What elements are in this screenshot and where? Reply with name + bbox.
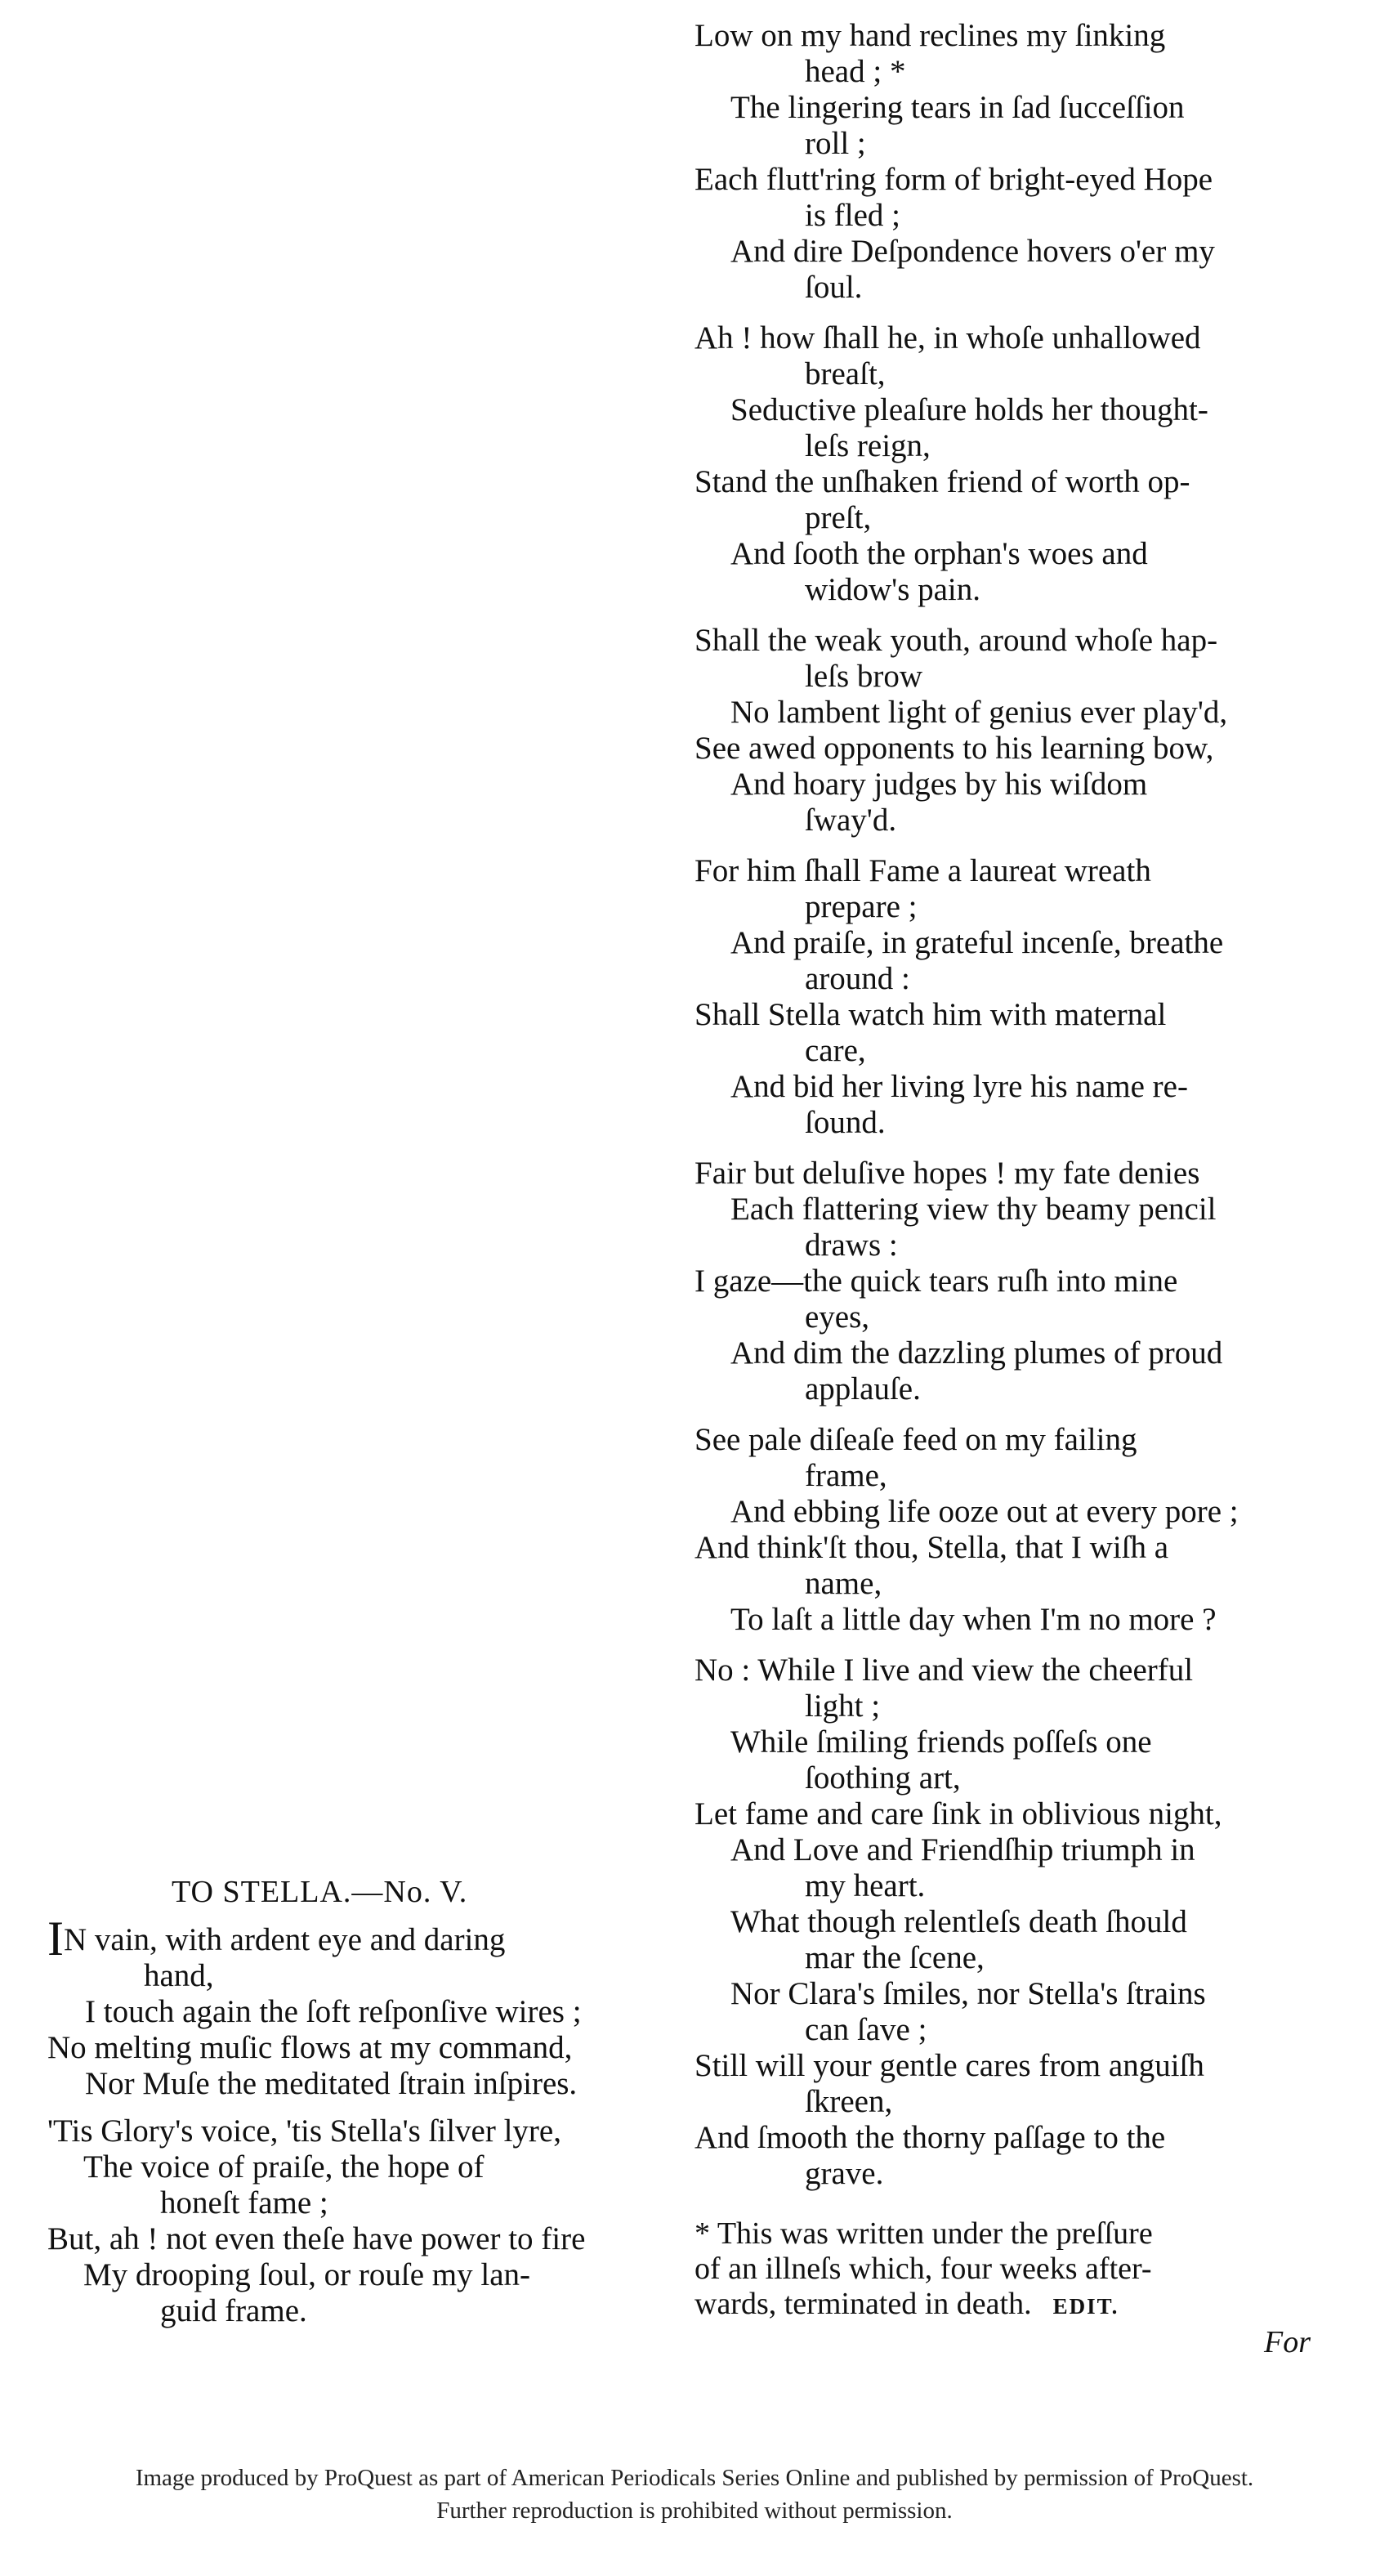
line-part: And praiſe, in grateful incenſe, breathe xyxy=(730,925,1224,960)
line-part: And dire Deſpondence hovers o'er my xyxy=(730,234,1215,269)
line-part: Each flutt'ring form of bright-eyed Hope xyxy=(694,162,1213,197)
poem-line xyxy=(694,1192,1315,1263)
poem-line xyxy=(694,853,1315,925)
poem-line xyxy=(47,2149,677,2221)
line-part-continued: my heart. xyxy=(805,1868,926,1903)
line-part: And hoary judges by his wiſdom xyxy=(730,767,1148,802)
poem-line xyxy=(694,464,1315,536)
line-part: Fair but deluſive hopes ! my fate denies xyxy=(694,1156,1200,1191)
line-part: The lingering tears in ſad ſucceſſion xyxy=(730,90,1185,125)
line-part-continued: ſound. xyxy=(805,1105,886,1140)
poem-line xyxy=(694,1422,1315,1494)
poem-line xyxy=(694,1904,1315,1976)
line-part: Shall Stella watch him with maternal xyxy=(694,997,1167,1032)
footnote-editor: EDIT. xyxy=(1052,2294,1119,2319)
line-part-continued: frame, xyxy=(805,1458,887,1493)
line-part: No lambent light of genius ever play'd, xyxy=(730,695,1228,730)
line-part-continued: widow's pain. xyxy=(805,572,981,607)
catchword: For xyxy=(1264,2325,1311,2359)
stanza xyxy=(694,853,1315,1141)
line-part: Nor Muſe the meditated ſtrain inſpires. xyxy=(85,2066,578,2101)
footer-line-1: Image produced by ProQuest as part of American Periodicals Series Online and published by permission of ProQuest. xyxy=(135,2465,1254,2491)
line-part: And think'ſt thou, Stella, that I wiſh a xyxy=(694,1530,1169,1565)
footnote-line-last xyxy=(694,2287,1315,2324)
footer-line-2: Further reproduction is prohibited without permission. xyxy=(436,2498,953,2524)
poem-line xyxy=(694,1832,1315,1904)
line-part-continued: eyes, xyxy=(805,1299,870,1335)
line-part-continued: grave. xyxy=(805,2156,884,2191)
line-part: My drooping ſoul, or rouſe my lan- xyxy=(83,2257,531,2292)
poem-line xyxy=(694,18,1315,90)
stanza-1-lines xyxy=(47,1994,677,2102)
right-column xyxy=(694,18,1315,2360)
poem-line xyxy=(47,2221,677,2257)
line-part: And ſooth the orphan's woes and xyxy=(730,536,1148,571)
stanza xyxy=(694,623,1315,839)
poem-line xyxy=(694,2120,1315,2192)
poem-line xyxy=(694,1069,1315,1141)
stanza-1 xyxy=(47,1912,677,2102)
line-part-continued: roll ; xyxy=(805,126,866,161)
line-part: See pale diſeaſe feed on my failing xyxy=(694,1422,1137,1457)
footnote xyxy=(694,2216,1315,2324)
poem-line xyxy=(694,695,1315,731)
line-part: Seductive pleaſure holds her thought- xyxy=(730,392,1208,427)
poem-line xyxy=(694,1652,1315,1724)
line-part-continued: leſs reign, xyxy=(805,428,931,463)
line-part: What though relentleſs death ſhould xyxy=(730,1904,1187,1939)
stanza xyxy=(694,1652,1315,2192)
drop-cap: I xyxy=(47,1912,64,1966)
line-part: Stand the unſhaken friend of worth op- xyxy=(694,464,1190,499)
poem-line xyxy=(694,767,1315,839)
line-part: For him ſhall Fame a laureat wreath xyxy=(694,853,1151,888)
line-part-continued: ſway'd. xyxy=(805,803,897,838)
stanza-2 xyxy=(47,2113,677,2329)
poem-line xyxy=(694,392,1315,464)
first-line-text: N vain, with ardent eye and daring xyxy=(63,1922,506,1957)
line-part-continued: leſs brow xyxy=(805,659,923,694)
line-part-continued: applauſe. xyxy=(805,1371,921,1407)
line-part: I touch again the ſoft reſponſive wires ; xyxy=(85,1994,582,2029)
poem-line xyxy=(694,1724,1315,1796)
poem-line xyxy=(694,1976,1315,2048)
line-part-continued: draws : xyxy=(805,1228,898,1263)
line-part-continued: preſt, xyxy=(805,500,872,535)
line-part-continued: guid frame. xyxy=(160,2293,307,2328)
line-part: Still will your gentle cares from anguiſh xyxy=(694,2048,1204,2083)
poem-line xyxy=(694,925,1315,997)
poem-line xyxy=(694,320,1315,392)
poem-line xyxy=(694,1263,1315,1335)
poem-line xyxy=(694,997,1315,1069)
line-part-continued: light ; xyxy=(805,1688,881,1724)
poem-line xyxy=(694,536,1315,608)
line-part-continued: care, xyxy=(805,1033,866,1068)
poem-line xyxy=(694,623,1315,695)
poem-line xyxy=(47,1912,677,1994)
left-column xyxy=(47,1873,677,2341)
line-part: And Love and Friendſhip triumph in xyxy=(730,1832,1195,1867)
line-part: Ah ! how ſhall he, in whoſe unhallowed xyxy=(694,320,1201,356)
footnote-line: * This was written under the preſſure xyxy=(694,2216,1153,2251)
line-part-continued: ſoul. xyxy=(805,270,863,305)
stanza xyxy=(694,18,1315,306)
line-part-continued: ſkreen, xyxy=(805,2084,893,2119)
line-part-continued: honeſt fame ; xyxy=(160,2185,328,2220)
line-part: But, ah ! not even theſe have power to fire xyxy=(47,2221,586,2256)
poem-line xyxy=(694,2048,1315,2120)
line-part: Let fame and care ſink in oblivious night, xyxy=(694,1796,1222,1831)
poem-line xyxy=(694,162,1315,234)
poem-line xyxy=(694,234,1315,306)
stanza xyxy=(694,1422,1315,1638)
footnote-line-text: wards, terminated in death. xyxy=(694,2287,1032,2321)
poem-line xyxy=(47,1994,677,2030)
poem-line xyxy=(47,2066,677,2102)
line-part: Nor Clara's ſmiles, nor Stella's ſtrains xyxy=(730,1976,1206,2011)
line-part-continued: ſoothing art, xyxy=(805,1760,961,1796)
line-part: Low on my hand reclines my ſinking xyxy=(694,18,1166,53)
line-part: No : While I live and view the cheerful xyxy=(694,1652,1194,1688)
line-part-continued: around : xyxy=(805,961,910,996)
poem-line xyxy=(694,1602,1315,1638)
line-part: And ebbing life ooze out at every pore ; xyxy=(730,1494,1239,1529)
poem-title: TO STELLA.—No. V. xyxy=(172,1875,468,1909)
stanza xyxy=(694,1156,1315,1407)
footnote-line: of an illneſs which, four weeks after- xyxy=(694,2252,1152,2286)
line-part: To laſt a little day when I'm no more ? xyxy=(730,1602,1217,1637)
line-part: And dim the dazzling plumes of proud xyxy=(730,1335,1223,1371)
line-part-continued: breaſt, xyxy=(805,356,886,391)
line-part: And ſmooth the thorny paſſage to the xyxy=(694,2120,1166,2155)
line-part: The voice of praiſe, the hope of xyxy=(83,2149,485,2185)
line-part: And bid her living lyre his name re- xyxy=(730,1069,1188,1104)
line-part: See awed opponents to his learning bow, xyxy=(694,731,1214,766)
line-part-continued: hand, xyxy=(144,1958,214,1993)
stanza xyxy=(694,320,1315,608)
line-part-continued: mar the ſcene, xyxy=(805,1940,985,1975)
poem-line xyxy=(47,2030,677,2066)
line-part: Each flattering view thy beamy pencil xyxy=(730,1192,1217,1227)
line-part xyxy=(47,1912,677,1966)
line-part-continued: head ; * xyxy=(805,54,906,89)
poem-line xyxy=(694,90,1315,162)
poem-line xyxy=(47,2113,677,2149)
poem-line xyxy=(694,1796,1315,1832)
line-part-continued: is fled ; xyxy=(805,198,900,233)
right-poem-body xyxy=(694,18,1315,2192)
line-part: While ſmiling friends poſſeſs one xyxy=(730,1724,1152,1760)
poem-line xyxy=(694,1530,1315,1602)
poem-line xyxy=(694,1494,1315,1530)
line-part-continued: can ſave ; xyxy=(805,2012,927,2047)
poem-line xyxy=(694,731,1315,767)
copyright-footer xyxy=(0,2462,1389,2527)
line-part-continued: name, xyxy=(805,1566,882,1601)
line-part: I gaze—the quick tears ruſh into mine xyxy=(694,1263,1178,1299)
line-part-continued: prepare ; xyxy=(805,889,918,924)
line-part: No melting muſic flows at my command, xyxy=(47,2030,573,2065)
poem-line xyxy=(694,1156,1315,1192)
line-part: 'Tis Glory's voice, 'tis Stella's ſilver lyre, xyxy=(47,2113,561,2149)
line-part: Shall the weak youth, around whoſe hap- xyxy=(694,623,1218,658)
poem-line xyxy=(694,1335,1315,1407)
poem-line xyxy=(47,2257,677,2329)
